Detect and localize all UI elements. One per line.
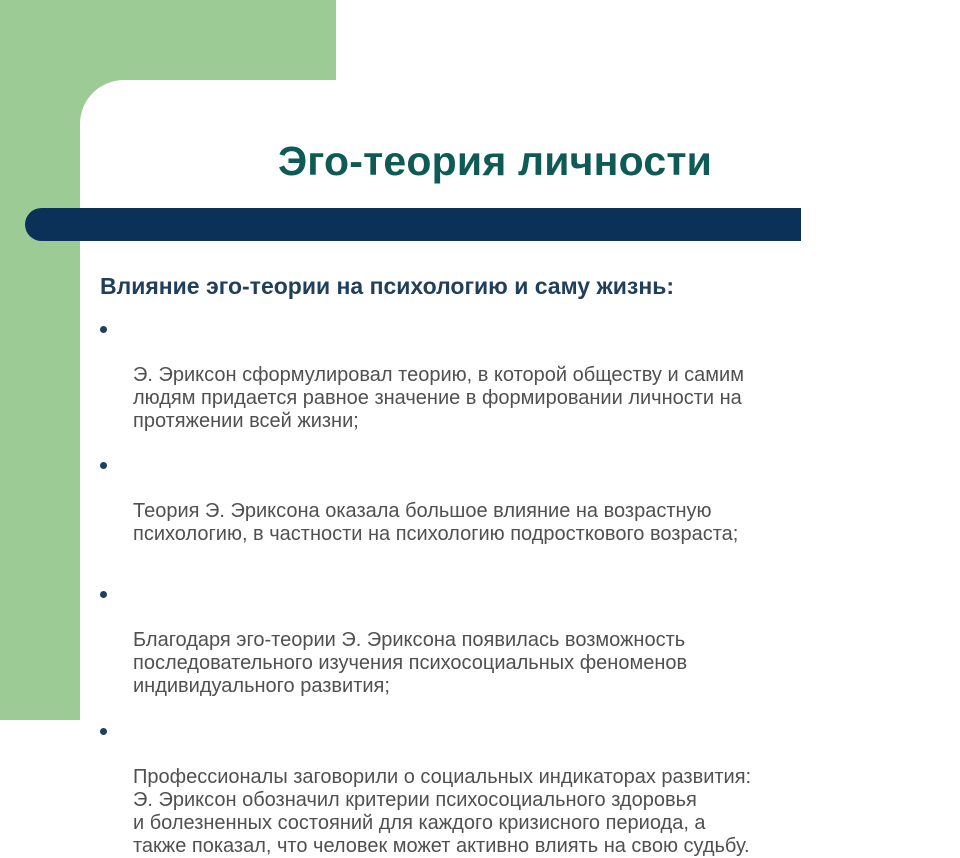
bullet-item xyxy=(100,318,900,433)
bullet-dot-icon xyxy=(100,591,107,598)
title-underline-bar xyxy=(25,208,801,241)
bullet-list xyxy=(100,318,900,858)
slide-subtitle: Влияние эго-теории на психологию и саму жизнь: xyxy=(100,273,675,299)
slide-body xyxy=(100,273,900,858)
slide-title: Эго-теория личности xyxy=(277,138,713,184)
bullet-text: Э. Эриксон сформулировал теорию, в которой обществу и самим людям придается равное значение в формировании личности на протяжении всей жизни; xyxy=(133,364,744,432)
bullet-dot-icon xyxy=(100,728,107,735)
bullet-text: Благодаря эго-теории Э. Эриксона появилась возможность последовательного изучения психосоциальных феноменов индивидуального развития; xyxy=(133,629,688,697)
bullet-text: Теория Э. Эриксона оказала большое влияние на возрастную психологию, в частности на психологию подросткового возраста; xyxy=(133,500,739,545)
bullet-text: Профессионалы заговорили о социальных индикаторах развития: Э. Эриксон обозначил критерии психосоциального здоровья и болезненных состояний для каждого кризисного периода, а также показал, что человек может активно влиять на свою судьбу. xyxy=(133,766,752,857)
bullet-item xyxy=(100,583,900,698)
bullet-dot-icon xyxy=(100,326,107,333)
bullet-item xyxy=(100,720,900,858)
bullet-item xyxy=(100,454,900,546)
bullet-dot-icon xyxy=(100,462,107,469)
